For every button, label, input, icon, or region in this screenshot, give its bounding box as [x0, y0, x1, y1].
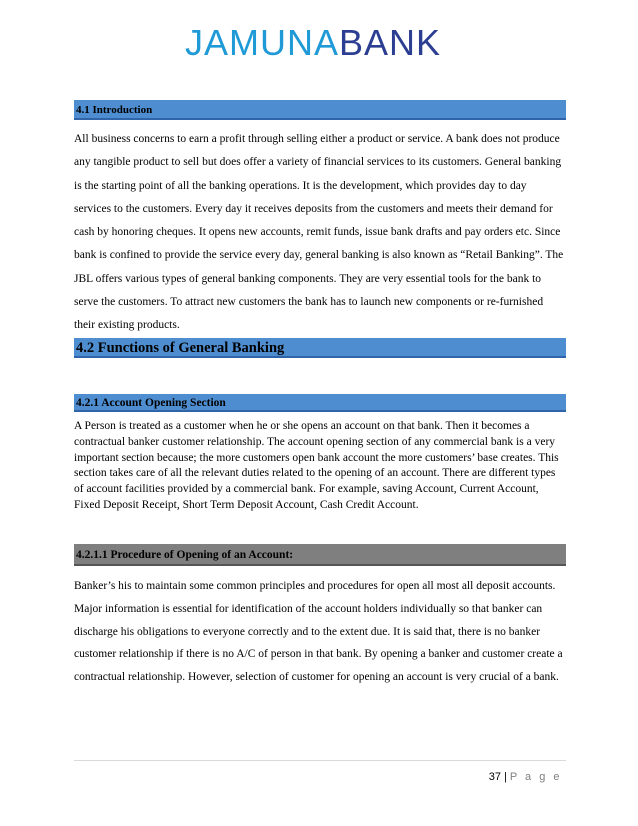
section-heading-procedure: 4.2.1.1 Procedure of Opening of an Account:: [74, 544, 566, 566]
section-heading-introduction: 4.1 Introduction: [74, 100, 566, 120]
introduction-paragraph: All business concerns to earn a profit through selling either a product or service. A bank does not produce any tangible product to sell but does offer a variety of financial services to its customers. General banking is the starting point of all the banking operations. It is the development, which provides day to day services to the customers. Every day it receives deposits from the customers and meets their demand for cash by honoring cheques. It opens new accounts, remit funds, issue bank drafts and pay orders etc. Since bank is confined to provide the service every day, general banking is also known as “Retail Banking”. The JBL offers various types of general banking components. They are very essential tools for the bank to serve the customers. To attract new customers the bank has to launch new components or re-furnished their existing products.: [74, 133, 564, 332]
procedure-paragraph: Banker’s his to maintain some common principles and procedures for open all most all deposit accounts. Major information is essential for identification of the account holders individually so that banker can discharge his obligations to everyone correctly and to the extent due. It is said that, there is no banker customer relationship if there is no A/C of person in that bank. By opening a banker and customer create a contractual relationship. However, selection of customer for opening an account is very crucial of a bank.: [74, 580, 563, 684]
page-footer: [489, 771, 562, 783]
jamuna-bank-logo: [185, 18, 485, 68]
footer-divider: [74, 760, 566, 761]
logo-text-jamuna: JAMUNA: [185, 22, 340, 63]
section-heading-account-opening: 4.2.1 Account Opening Section: [74, 394, 566, 412]
account-opening-paragraph: A Person is treated as a customer when he or she opens an account on that bank. Then it becomes a contractual banker customer relationship. The account opening section of any commercial bank is a very important section because; the more customers open bank account the more customers’ base creates. This section takes care of all the relevant duties related to the opening of an account. There are different types of account facilities provided by a commercial bank. For example, saving Account, Current Account, Fixed Deposit Receipt, Short Term Deposit Account, Cash Credit Account.: [74, 420, 559, 511]
page-number: 37: [488, 771, 501, 783]
section-heading-functions: 4.2 Functions of General Banking: [74, 338, 566, 358]
page-label: P a g e: [509, 771, 562, 783]
logo-text-bank: BANK: [339, 22, 442, 63]
footer-separator: |: [503, 771, 507, 783]
